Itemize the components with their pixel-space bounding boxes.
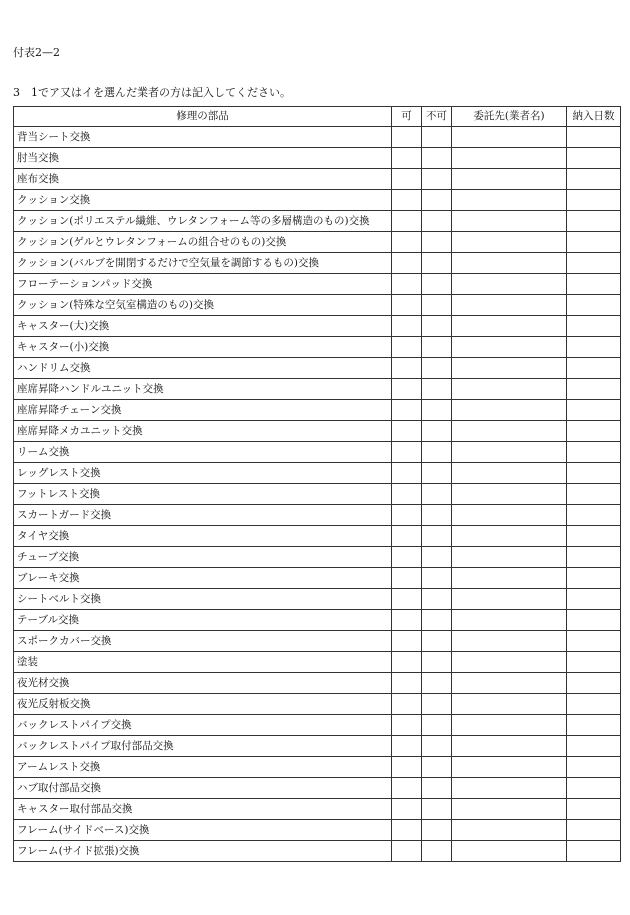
not-possible-cell[interactable]	[422, 295, 452, 316]
not-possible-cell[interactable]	[422, 127, 452, 148]
vendor-cell[interactable]	[452, 820, 567, 841]
delivery-days-cell[interactable]	[567, 589, 621, 610]
vendor-cell[interactable]	[452, 358, 567, 379]
table-row	[14, 820, 621, 841]
delivery-days-cell[interactable]	[567, 421, 621, 442]
not-possible-cell[interactable]	[422, 589, 452, 610]
part-name-cell: スポークカバー交換	[14, 631, 392, 652]
delivery-days-cell[interactable]	[567, 568, 621, 589]
possible-cell[interactable]	[392, 652, 422, 673]
vendor-cell[interactable]	[452, 127, 567, 148]
vendor-cell[interactable]	[452, 484, 567, 505]
possible-cell[interactable]	[392, 358, 422, 379]
not-possible-cell[interactable]	[422, 379, 452, 400]
delivery-days-cell[interactable]	[567, 631, 621, 652]
not-possible-cell[interactable]	[422, 337, 452, 358]
possible-cell[interactable]	[392, 295, 422, 316]
part-name-cell: レッグレスト交換	[14, 463, 392, 484]
table-row	[14, 421, 621, 442]
table-body	[14, 127, 621, 862]
part-name-cell: スカートガード交換	[14, 505, 392, 526]
possible-cell[interactable]	[392, 232, 422, 253]
vendor-cell[interactable]	[452, 799, 567, 820]
table-row	[14, 484, 621, 505]
table-row	[14, 799, 621, 820]
not-possible-cell[interactable]	[422, 673, 452, 694]
possible-cell[interactable]	[392, 211, 422, 232]
delivery-days-cell[interactable]	[567, 211, 621, 232]
possible-cell[interactable]	[392, 820, 422, 841]
not-possible-cell[interactable]	[422, 463, 452, 484]
not-possible-cell[interactable]	[422, 568, 452, 589]
possible-cell[interactable]	[392, 253, 422, 274]
table-row	[14, 379, 621, 400]
possible-cell[interactable]	[392, 547, 422, 568]
header-delivery-days: 納入日数	[567, 107, 621, 127]
delivery-days-cell[interactable]	[567, 379, 621, 400]
possible-cell[interactable]	[392, 505, 422, 526]
delivery-days-cell[interactable]	[567, 694, 621, 715]
not-possible-cell[interactable]	[422, 274, 452, 295]
possible-cell[interactable]	[392, 736, 422, 757]
table-row	[14, 610, 621, 631]
possible-cell[interactable]	[392, 127, 422, 148]
table-row	[14, 148, 621, 169]
possible-cell[interactable]	[392, 715, 422, 736]
delivery-days-cell[interactable]	[567, 316, 621, 337]
vendor-cell[interactable]	[452, 694, 567, 715]
possible-cell[interactable]	[392, 169, 422, 190]
not-possible-cell[interactable]	[422, 652, 452, 673]
part-name-cell: 夜光材交換	[14, 673, 392, 694]
not-possible-cell[interactable]	[422, 400, 452, 421]
part-name-cell: ハンドリム交換	[14, 358, 392, 379]
not-possible-cell[interactable]	[422, 757, 452, 778]
part-name-cell: キャスター(大)交換	[14, 316, 392, 337]
vendor-cell[interactable]	[452, 589, 567, 610]
table-row	[14, 274, 621, 295]
part-name-cell: タイヤ交換	[14, 526, 392, 547]
part-name-cell: クッション(ポリエステル繊維、ウレタンフォーム等の多層構造のもの)交換	[14, 211, 392, 232]
not-possible-cell[interactable]	[422, 169, 452, 190]
table-row	[14, 400, 621, 421]
part-name-cell: リーム交換	[14, 442, 392, 463]
vendor-cell[interactable]	[452, 757, 567, 778]
vendor-cell[interactable]	[452, 652, 567, 673]
table-row	[14, 841, 621, 862]
part-name-cell: ハブ取付部品交換	[14, 778, 392, 799]
part-name-cell: 背当シート交換	[14, 127, 392, 148]
part-name-cell: 座布交換	[14, 169, 392, 190]
table-row	[14, 463, 621, 484]
table-row	[14, 337, 621, 358]
table-row	[14, 547, 621, 568]
table-row	[14, 127, 621, 148]
delivery-days-cell[interactable]	[567, 505, 621, 526]
part-name-cell: 塗装	[14, 652, 392, 673]
vendor-cell[interactable]	[452, 295, 567, 316]
possible-cell[interactable]	[392, 400, 422, 421]
not-possible-cell[interactable]	[422, 505, 452, 526]
part-name-cell: フレーム(サイド拡張)交換	[14, 841, 392, 862]
not-possible-cell[interactable]	[422, 526, 452, 547]
part-name-cell: 座席昇降メカユニット交換	[14, 421, 392, 442]
not-possible-cell[interactable]	[422, 232, 452, 253]
delivery-days-cell[interactable]	[567, 169, 621, 190]
vendor-cell[interactable]	[452, 778, 567, 799]
delivery-days-cell[interactable]	[567, 463, 621, 484]
header-not-possible: 不可	[422, 107, 452, 127]
delivery-days-cell[interactable]	[567, 715, 621, 736]
table-row	[14, 295, 621, 316]
not-possible-cell[interactable]	[422, 610, 452, 631]
not-possible-cell[interactable]	[422, 841, 452, 862]
possible-cell[interactable]	[392, 274, 422, 295]
delivery-days-cell[interactable]	[567, 274, 621, 295]
table-row	[14, 505, 621, 526]
not-possible-cell[interactable]	[422, 358, 452, 379]
part-name-cell: クッション(バルブを開閉するだけで空気量を調節するもの)交換	[14, 253, 392, 274]
delivery-days-cell[interactable]	[567, 358, 621, 379]
vendor-cell[interactable]	[452, 463, 567, 484]
part-name-cell: 座席昇降チェーン交換	[14, 400, 392, 421]
delivery-days-cell[interactable]	[567, 190, 621, 211]
vendor-cell[interactable]	[452, 841, 567, 862]
not-possible-cell[interactable]	[422, 547, 452, 568]
vendor-cell[interactable]	[452, 253, 567, 274]
possible-cell[interactable]	[392, 316, 422, 337]
part-name-cell: キャスター取付部品交換	[14, 799, 392, 820]
delivery-days-cell[interactable]	[567, 232, 621, 253]
table-row	[14, 778, 621, 799]
not-possible-cell[interactable]	[422, 694, 452, 715]
delivery-days-cell[interactable]	[567, 400, 621, 421]
part-name-cell: シートベルト交換	[14, 589, 392, 610]
vendor-cell[interactable]	[452, 211, 567, 232]
vendor-cell[interactable]	[452, 715, 567, 736]
possible-cell[interactable]	[392, 421, 422, 442]
vendor-cell[interactable]	[452, 379, 567, 400]
table-row	[14, 253, 621, 274]
not-possible-cell[interactable]	[422, 442, 452, 463]
header-possible: 可	[392, 107, 422, 127]
possible-cell[interactable]	[392, 379, 422, 400]
not-possible-cell[interactable]	[422, 148, 452, 169]
table-row	[14, 316, 621, 337]
vendor-cell[interactable]	[452, 631, 567, 652]
table-row	[14, 568, 621, 589]
possible-cell[interactable]	[392, 694, 422, 715]
table-row	[14, 652, 621, 673]
vendor-cell[interactable]	[452, 400, 567, 421]
table-row	[14, 715, 621, 736]
delivery-days-cell[interactable]	[567, 673, 621, 694]
part-name-cell: テーブル交換	[14, 610, 392, 631]
not-possible-cell[interactable]	[422, 253, 452, 274]
delivery-days-cell[interactable]	[567, 442, 621, 463]
vendor-cell[interactable]	[452, 673, 567, 694]
not-possible-cell[interactable]	[422, 631, 452, 652]
part-name-cell: バックレストパイプ交換	[14, 715, 392, 736]
not-possible-cell[interactable]	[422, 778, 452, 799]
not-possible-cell[interactable]	[422, 316, 452, 337]
header-part: 修理の部品	[14, 107, 392, 127]
delivery-days-cell[interactable]	[567, 148, 621, 169]
not-possible-cell[interactable]	[422, 421, 452, 442]
table-row	[14, 526, 621, 547]
part-name-cell: バックレストパイプ取付部品交換	[14, 736, 392, 757]
table-row	[14, 169, 621, 190]
possible-cell[interactable]	[392, 799, 422, 820]
not-possible-cell[interactable]	[422, 715, 452, 736]
not-possible-cell[interactable]	[422, 736, 452, 757]
possible-cell[interactable]	[392, 757, 422, 778]
vendor-cell[interactable]	[452, 316, 567, 337]
table-row	[14, 694, 621, 715]
vendor-cell[interactable]	[452, 568, 567, 589]
delivery-days-cell[interactable]	[567, 820, 621, 841]
vendor-cell[interactable]	[452, 274, 567, 295]
part-name-cell: アームレスト交換	[14, 757, 392, 778]
document-label: 付表2—2	[13, 46, 60, 59]
part-name-cell: クッション交換	[14, 190, 392, 211]
table-row	[14, 589, 621, 610]
table-row	[14, 358, 621, 379]
possible-cell[interactable]	[392, 589, 422, 610]
table-row	[14, 673, 621, 694]
instruction-text: 3 1でア又はイを選んだ業者の方は記入してください。	[13, 86, 291, 99]
vendor-cell[interactable]	[452, 232, 567, 253]
delivery-days-cell[interactable]	[567, 841, 621, 862]
part-name-cell: クッション(ゲルとウレタンフォームの組合せのもの)交換	[14, 232, 392, 253]
vendor-cell[interactable]	[452, 421, 567, 442]
vendor-cell[interactable]	[452, 148, 567, 169]
delivery-days-cell[interactable]	[567, 253, 621, 274]
part-name-cell: フローテーションパッド交換	[14, 274, 392, 295]
header-vendor: 委託先(業者名)	[452, 107, 567, 127]
vendor-cell[interactable]	[452, 169, 567, 190]
delivery-days-cell[interactable]	[567, 799, 621, 820]
vendor-cell[interactable]	[452, 190, 567, 211]
table-row	[14, 211, 621, 232]
not-possible-cell[interactable]	[422, 211, 452, 232]
part-name-cell: フットレスト交換	[14, 484, 392, 505]
possible-cell[interactable]	[392, 610, 422, 631]
vendor-cell[interactable]	[452, 505, 567, 526]
table-row	[14, 631, 621, 652]
not-possible-cell[interactable]	[422, 190, 452, 211]
delivery-days-cell[interactable]	[567, 547, 621, 568]
part-name-cell: クッション(特殊な空気室構造のもの)交換	[14, 295, 392, 316]
not-possible-cell[interactable]	[422, 484, 452, 505]
possible-cell[interactable]	[392, 190, 422, 211]
possible-cell[interactable]	[392, 337, 422, 358]
table-row	[14, 736, 621, 757]
delivery-days-cell[interactable]	[567, 778, 621, 799]
vendor-cell[interactable]	[452, 442, 567, 463]
possible-cell[interactable]	[392, 841, 422, 862]
vendor-cell[interactable]	[452, 337, 567, 358]
possible-cell[interactable]	[392, 673, 422, 694]
delivery-days-cell[interactable]	[567, 610, 621, 631]
part-name-cell: 肘当交換	[14, 148, 392, 169]
possible-cell[interactable]	[392, 778, 422, 799]
delivery-days-cell[interactable]	[567, 526, 621, 547]
part-name-cell: キャスター(小)交換	[14, 337, 392, 358]
table-row	[14, 232, 621, 253]
possible-cell[interactable]	[392, 568, 422, 589]
part-name-cell: チューブ交換	[14, 547, 392, 568]
part-name-cell: フレーム(サイドベース)交換	[14, 820, 392, 841]
table-row	[14, 442, 621, 463]
not-possible-cell[interactable]	[422, 820, 452, 841]
part-name-cell: 夜光反射板交換	[14, 694, 392, 715]
table-row	[14, 757, 621, 778]
vendor-cell[interactable]	[452, 610, 567, 631]
delivery-days-cell[interactable]	[567, 652, 621, 673]
part-name-cell: 座席昇降ハンドルユニット交換	[14, 379, 392, 400]
repair-parts-table	[13, 106, 621, 862]
delivery-days-cell[interactable]	[567, 484, 621, 505]
possible-cell[interactable]	[392, 526, 422, 547]
possible-cell[interactable]	[392, 148, 422, 169]
possible-cell[interactable]	[392, 631, 422, 652]
delivery-days-cell[interactable]	[567, 757, 621, 778]
not-possible-cell[interactable]	[422, 799, 452, 820]
vendor-cell[interactable]	[452, 547, 567, 568]
delivery-days-cell[interactable]	[567, 736, 621, 757]
possible-cell[interactable]	[392, 442, 422, 463]
part-name-cell: ブレーキ交換	[14, 568, 392, 589]
vendor-cell[interactable]	[452, 526, 567, 547]
delivery-days-cell[interactable]	[567, 337, 621, 358]
vendor-cell[interactable]	[452, 736, 567, 757]
delivery-days-cell[interactable]	[567, 127, 621, 148]
table-header-row	[14, 107, 621, 127]
delivery-days-cell[interactable]	[567, 295, 621, 316]
table-row	[14, 190, 621, 211]
possible-cell[interactable]	[392, 484, 422, 505]
possible-cell[interactable]	[392, 463, 422, 484]
